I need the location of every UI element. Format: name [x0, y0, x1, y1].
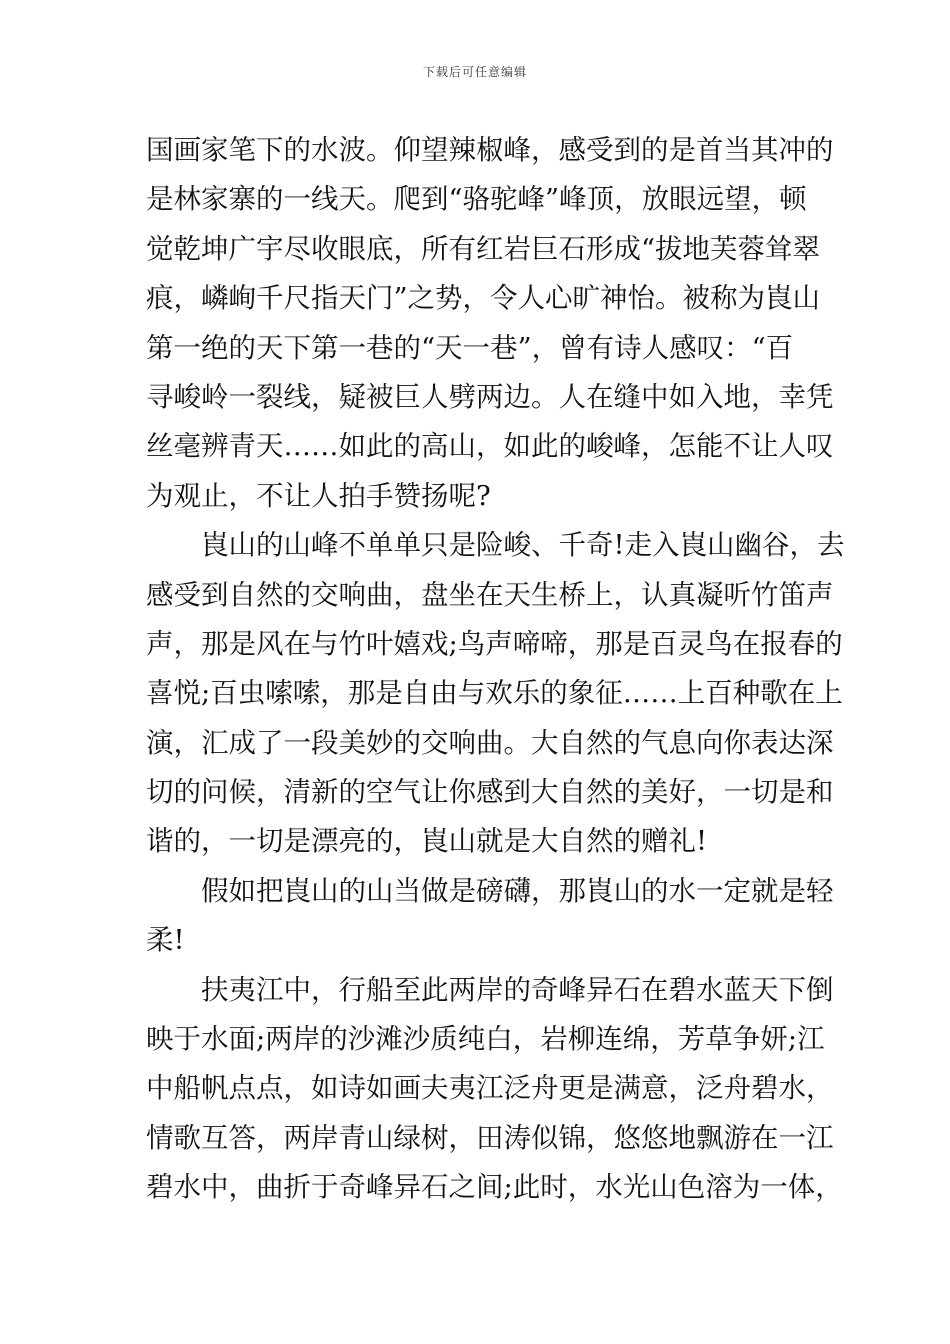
document-body	[146, 126, 845, 1213]
text-line: 柔!	[146, 924, 185, 957]
text-line: 为观止，不让人拍手赞扬呢?	[146, 479, 491, 512]
text-line: 寻峻岭一裂线，疑被巨人劈两边。人在缝中如入地，幸凭	[146, 380, 834, 413]
text-line: 假如把崀山的山当做是磅礴，那崀山的水一定就是轻	[146, 874, 834, 907]
text-line: 丝毫辨青天……如此的高山，如此的峻峰，怎能不让人叹	[146, 430, 834, 463]
text-line: 崀山的山峰不单单只是险峻、千奇!走入崀山幽谷，去	[146, 529, 845, 562]
page-header-note: 下载后可任意编辑	[422, 65, 527, 79]
text-line: 国画家笔下的水波。仰望辣椒峰，感受到的是首当其冲的	[146, 134, 834, 166]
text-line: 觉乾坤广宇尽收眼底，所有红岩巨石形成“拔地芙蓉耸翠	[146, 232, 821, 265]
text-line: 第一绝的天下第一巷的“天一巷”，曾有诗人感叹：“百	[146, 331, 794, 364]
text-line: 切的问候，清新的空气让你感到大自然的美好，一切是和	[146, 776, 834, 809]
text-line: 感受到自然的交响曲，盘坐在天生桥上，认真凝听竹笛声	[146, 578, 834, 611]
text-line: 是林家寨的一线天。爬到“骆驼峰”峰顶，放眼远望，顿	[146, 183, 807, 216]
text-line: 映于水面;两岸的沙滩沙质纯白，岩柳连绵，芳草争妍;江	[146, 1023, 825, 1056]
text-line: 痕，嶙峋千尺指天门”之势，令人心旷神怡。被称为崀山	[146, 282, 821, 315]
text-line: 情歌互答，两岸青山绿树，田涛似锦，悠悠地飘游在一江	[146, 1121, 834, 1154]
text-line: 谐的，一切是漂亮的，崀山就是大自然的赠礼!	[146, 825, 708, 858]
text-line: 扶夷江中，行船至此两岸的奇峰异石在碧水蓝天下倒	[146, 973, 834, 1006]
text-line: 中船帆点点，如诗如画夫夷江泛舟更是满意，泛舟碧水，	[146, 1072, 834, 1105]
text-line: 演，汇成了一段美妙的交响曲。大自然的气息向你表达深	[146, 726, 834, 759]
text-line: 声，那是风在与竹叶嬉戏;鸟声啼啼，那是百灵鸟在报春的	[146, 627, 843, 660]
text-line: 喜悦;百虫嗦嗦，那是自由与欢乐的象征……上百种歌在上	[146, 677, 843, 710]
text-line: 碧水中，曲折于奇峰异石之间;此时，水光山色溶为一体，	[146, 1171, 843, 1204]
